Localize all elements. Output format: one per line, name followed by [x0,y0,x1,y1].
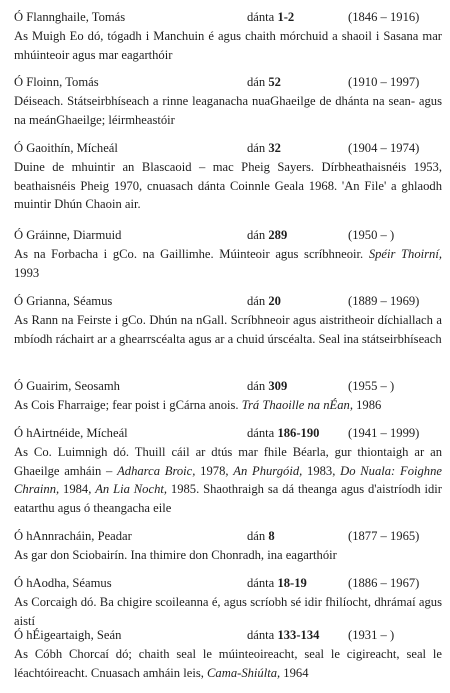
biography: As Cóbh Chorcaí dó; chaith seal le múinteoireacht, seal le cigireacht, seal le léachtóireacht. Cnuasach amháin leis, Cama-Shiúlta, 1964 [14,647,442,680]
life-dates: (1904 – 1974) [348,141,420,155]
poet-name: Ó Grianna, Séamus [14,294,113,308]
poem-ref [247,377,287,396]
biography: Déiseach. Státseirbhíseach a rinne leaganacha nuaGhaeilge de dhánta na sean- agus na meánGhaeilge; léirmheastóir [14,94,442,127]
entry-o-grianna [14,292,442,348]
entry-o-floinn [14,73,442,129]
poem-ref-label: dán [247,75,266,89]
poet-name: Ó Floinn, Tomás [14,75,99,89]
poem-number: 32 [268,141,281,155]
poem-ref-label: dánta [247,10,275,24]
poem-ref-label: dán [247,529,266,543]
biography: As Co. Luimnigh dó. Thuill cáil ar dtús mar fhile Béarla, gur thiontaigh ar an Ghaeilge amháin – Adharca Broic, 1978, An Phurgóid, 1983, Do Nuala: Foighne Chrainn, 1984, An Lia Nocht, 1985. Shaothraigh sa dá theanga agus d'aistríodh idir eatarthu agus ó theangacha eile [14,445,442,515]
poem-number: 18-19 [277,576,307,590]
poem-ref [247,226,287,245]
poet-name: Ó hAnnracháin, Peadar [14,529,132,543]
book-title: Spéir Thoirní, [368,247,442,261]
entry-o-grainne [14,226,442,282]
poem-ref-label: dánta [247,576,275,590]
life-dates: (1910 – 1997) [348,75,420,89]
biography: As Muigh Eo dó, tógadh i Manchuin é agus chaith mórchuid a shaoil i Sasana mar mhúinteoir agus mar eagarthóir [14,29,442,62]
life-dates: (1931 – ) [348,628,395,642]
poem-ref-label: dán [247,379,266,393]
poet-name: Ó hÉigeartaigh, Seán [14,628,122,642]
entry-o-heigeartaigh [14,626,442,682]
poem-number: 309 [268,379,288,393]
poem-number: 1-2 [277,10,295,24]
poem-ref [247,292,281,311]
poem-number: 8 [268,529,275,543]
biography: As Cois Fharraige; fear poist i gCárna anois. Trá Thaoille na nÉan, 1986 [14,398,382,412]
poem-number: 20 [268,294,281,308]
poem-ref [247,73,281,92]
book-title: An Lia Nocht, [95,482,168,497]
poem-ref-label: dán [247,141,266,155]
life-dates: (1889 – 1969) [348,294,420,308]
entry-o-gaoithin [14,139,442,214]
book-title: Cama-Shiúlta, [207,665,281,680]
biography: As na Forbacha i gCo. na Gaillimhe. Múinteoir agus scríbhneoir. Spéir Thoirní, 1993 [14,247,442,280]
poem-ref [247,424,319,443]
book-title: An Phurgóid, [233,463,303,478]
poet-name: Ó hAodha, Séamus [14,576,112,590]
poem-ref [247,139,281,158]
life-dates: (1955 – ) [348,379,395,393]
poem-number: 133-134 [277,628,320,642]
poem-ref [247,527,275,546]
poem-number: 289 [268,228,288,242]
book-title: Trá Thaoille na nÉan, [241,398,353,412]
biography: As Corcaigh dó. Ba chigire scoileanna é, agus scríobh sé idir fhilíocht, dhrámaí agus aistí [14,595,442,628]
poet-name: Ó Gráinne, Diarmuid [14,228,122,242]
life-dates: (1846 – 1916) [348,10,420,24]
poem-ref-label: dánta [247,628,275,642]
biography: As Rann na Feirste i gCo. Dhún na nGall. Scríbhneoir agus aistritheoir díchiallach a mbíodh ráchairt ar a ghearrscéalta agus ar a chuid úrscéalta. Seal ina státseirbhíseach [14,313,442,346]
life-dates: (1886 – 1967) [348,576,420,590]
poet-name: Ó Flannghaile, Tomás [14,10,126,24]
poem-ref [247,574,307,593]
biography: As gar don Sciobairín. Ina thimire don Chonradh, ina eagarthóir [14,548,337,562]
poem-ref-label: dán [247,228,266,242]
entry-o-haodha [14,574,442,630]
life-dates: (1877 – 1965) [348,529,420,543]
entry-o-guairim [14,377,442,415]
poem-number: 186-190 [277,426,320,440]
poem-ref [247,8,294,27]
life-dates: (1950 – ) [348,228,395,242]
book-title: Do Nuala: Foighne Chrainn, [14,463,442,497]
poem-ref-label: dánta [247,426,275,440]
poem-ref-label: dán [247,294,266,308]
poet-name: Ó hAirtnéide, Mícheál [14,426,128,440]
entry-o-hannrachain [14,527,442,565]
poem-ref [247,626,319,645]
entry-o-flannghaile [14,8,442,64]
life-dates: (1941 – 1999) [348,426,420,440]
entry-o-hairtneide [14,424,442,517]
biography: Duine de mhuintir an Blascaoid – mac Pheig Sayers. Dírbheathaisnéis 1953, beathaisnéis Pheig 1970, cnuasach dánta Coinnle Geala 1968. 'An File' a ghlaodh muintir Dhún Chaoin air. [14,160,442,212]
poem-number: 52 [268,75,281,89]
poet-name: Ó Guairim, Seosamh [14,379,120,393]
poet-name: Ó Gaoithín, Mícheál [14,141,118,155]
book-title: Adharca Broic, [117,463,196,478]
